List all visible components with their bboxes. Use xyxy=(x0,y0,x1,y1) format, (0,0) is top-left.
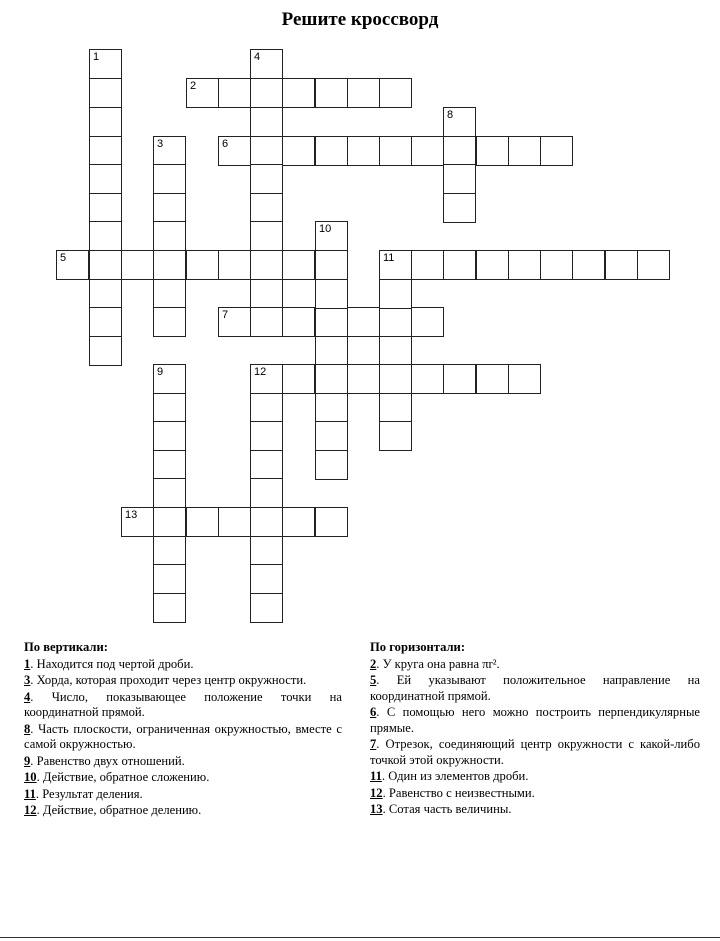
crossword-cell[interactable] xyxy=(411,136,444,166)
clue-text: . Ей указывают положительное направление на координатной прямой. xyxy=(370,673,700,703)
crossword-cell[interactable] xyxy=(250,393,283,423)
clue-text: . Число, показывающее положение точки на координатной прямой. xyxy=(24,689,342,719)
crossword-cell[interactable] xyxy=(250,136,283,166)
crossword-cell[interactable] xyxy=(153,193,186,223)
crossword-cell[interactable] xyxy=(315,336,348,366)
clue-number: 4 xyxy=(24,689,31,704)
clue-number: 12 xyxy=(370,785,383,800)
crossword-cell[interactable] xyxy=(315,250,348,280)
clue-number: 12 xyxy=(24,803,37,817)
crossword-cell[interactable] xyxy=(89,336,122,366)
clue-across-5 xyxy=(370,673,700,704)
clue-text: . Равенство с неизвестными. xyxy=(382,785,535,800)
cell-number: 13 xyxy=(125,509,138,521)
clue-number: 9 xyxy=(24,753,31,768)
crossword-cell[interactable] xyxy=(282,307,315,337)
clue-down-4 xyxy=(24,690,342,721)
crossword-cell[interactable] xyxy=(411,307,444,337)
crossword-cell[interactable] xyxy=(250,507,283,537)
clue-across-11 xyxy=(370,769,700,785)
clue-down-12 xyxy=(24,803,342,819)
cell-number: 3 xyxy=(157,138,164,150)
crossword-cell[interactable] xyxy=(443,107,476,137)
crossword-cell[interactable] xyxy=(89,136,122,166)
clue-number: 1 xyxy=(24,656,31,671)
cell-number: 11 xyxy=(383,252,395,264)
clue-text: . Хорда, которая проходит через центр окружности. xyxy=(30,673,307,687)
clue-number: 6 xyxy=(370,705,377,719)
crossword-cell[interactable] xyxy=(250,364,283,394)
clues-down-heading: По вертикали: xyxy=(24,640,108,654)
crossword-cell[interactable] xyxy=(379,393,412,423)
crossword-cell[interactable] xyxy=(89,193,122,223)
page-title: Решите кроссворд xyxy=(281,9,439,30)
crossword-cell[interactable] xyxy=(250,279,283,309)
crossword-cell[interactable] xyxy=(315,221,348,251)
crossword-cell[interactable] xyxy=(250,478,283,508)
crossword-cell[interactable] xyxy=(250,593,283,623)
crossword-cell[interactable] xyxy=(282,250,315,280)
crossword-cell[interactable] xyxy=(315,279,348,309)
clues-down xyxy=(24,640,342,820)
cell-number: 12 xyxy=(254,366,267,378)
clue-across-6 xyxy=(370,705,700,736)
clue-text: . Находится под чертой дроби. xyxy=(30,656,194,671)
clue-number: 2 xyxy=(370,656,377,671)
clue-down-1 xyxy=(24,657,342,673)
clue-down-8 xyxy=(24,722,342,753)
crossword-cell[interactable] xyxy=(89,279,122,309)
cell-number: 8 xyxy=(447,109,454,121)
clue-number: 10 xyxy=(24,770,37,784)
crossword-cell[interactable] xyxy=(476,136,509,166)
crossword-cell[interactable] xyxy=(250,564,283,594)
crossword-cell[interactable] xyxy=(637,250,670,280)
crossword-cell[interactable] xyxy=(315,364,348,394)
crossword-cell[interactable] xyxy=(153,221,186,251)
clue-text: . Действие, обратное делению. xyxy=(36,803,202,817)
crossword-cell[interactable] xyxy=(153,507,186,537)
crossword-cell[interactable] xyxy=(153,136,186,166)
clue-text: . Действие, обратное сложению. xyxy=(36,770,210,784)
crossword-cell[interactable] xyxy=(443,364,476,394)
cell-number: 5 xyxy=(60,252,67,264)
crossword-cell[interactable] xyxy=(89,49,122,79)
crossword-cell[interactable] xyxy=(89,164,122,194)
crossword-cell[interactable] xyxy=(218,507,251,537)
clue-across-12 xyxy=(370,786,700,802)
bottom-rule xyxy=(0,937,720,938)
clue-number: 3 xyxy=(24,673,31,687)
crossword-cell[interactable] xyxy=(250,450,283,480)
crossword-cell[interactable] xyxy=(121,507,154,537)
crossword-cell[interactable] xyxy=(250,221,283,251)
clue-number: 11 xyxy=(370,769,382,783)
crossword-cell[interactable] xyxy=(476,250,509,280)
crossword-cell[interactable] xyxy=(153,279,186,309)
crossword-cell[interactable] xyxy=(379,307,412,337)
crossword-cell[interactable] xyxy=(605,250,638,280)
crossword-cell[interactable] xyxy=(153,593,186,623)
crossword-cell[interactable] xyxy=(476,364,509,394)
crossword-cell[interactable] xyxy=(153,164,186,194)
crossword-cell[interactable] xyxy=(443,164,476,194)
crossword-cell[interactable] xyxy=(508,250,541,280)
crossword-cell[interactable] xyxy=(347,307,380,337)
crossword-cell[interactable] xyxy=(153,564,186,594)
clue-number: 13 xyxy=(370,802,383,816)
crossword-cell[interactable] xyxy=(379,250,412,280)
crossword-cell[interactable] xyxy=(443,250,476,280)
crossword-cell[interactable] xyxy=(250,307,283,337)
crossword-cell[interactable] xyxy=(89,307,122,337)
crossword-cell[interactable] xyxy=(443,136,476,166)
clue-down-11 xyxy=(24,787,342,803)
cell-number: 7 xyxy=(222,309,229,321)
clue-number: 5 xyxy=(370,673,377,687)
crossword-cell[interactable] xyxy=(89,250,122,280)
crossword-cell[interactable] xyxy=(153,478,186,508)
crossword-cell[interactable] xyxy=(282,136,315,166)
crossword-cell[interactable] xyxy=(379,336,412,366)
crossword-cell[interactable] xyxy=(186,507,219,537)
cell-number: 4 xyxy=(254,51,261,63)
crossword-cell[interactable] xyxy=(250,193,283,223)
cell-number: 1 xyxy=(93,51,100,63)
cell-number: 10 xyxy=(319,223,332,235)
crossword-cell[interactable] xyxy=(218,307,251,337)
crossword-cell[interactable] xyxy=(315,393,348,423)
crossword-cell[interactable] xyxy=(508,136,541,166)
clue-text: . Один из элементов дроби. xyxy=(381,769,529,783)
crossword-cell[interactable] xyxy=(89,78,122,108)
crossword-cell[interactable] xyxy=(250,250,283,280)
crossword-cell[interactable] xyxy=(153,250,186,280)
crossword-cell[interactable] xyxy=(153,450,186,480)
clue-down-3 xyxy=(24,673,342,689)
clues-across xyxy=(370,640,700,819)
crossword-cell[interactable] xyxy=(379,279,412,309)
clue-down-9 xyxy=(24,754,342,770)
clue-text: . Часть плоскости, ограниченная окружностью, вместе с самой окружностью. xyxy=(24,721,342,751)
crossword-cell[interactable] xyxy=(379,78,412,108)
crossword-cell[interactable] xyxy=(89,221,122,251)
crossword-cell[interactable] xyxy=(282,78,315,108)
crossword-cell[interactable] xyxy=(218,136,251,166)
crossword-cell[interactable] xyxy=(315,450,348,480)
cell-number: 2 xyxy=(190,80,197,92)
clue-text: . Результат деления. xyxy=(35,786,143,801)
crossword-cell[interactable] xyxy=(153,393,186,423)
clue-down-10 xyxy=(24,770,342,786)
crossword-cell[interactable] xyxy=(186,78,219,108)
clue-text: . Отрезок, соединяющий центр окружности с какой-либо точкой этой окружности. xyxy=(370,737,700,767)
clue-number: 7 xyxy=(370,737,377,751)
crossword-cell[interactable] xyxy=(315,136,348,166)
clue-text: . Сотая часть величины. xyxy=(382,802,512,816)
crossword-cell[interactable] xyxy=(379,364,412,394)
clue-number: 11 xyxy=(24,786,36,801)
clue-text: . Равенство двух отношений. xyxy=(30,753,185,768)
crossword-cell[interactable] xyxy=(315,78,348,108)
crossword-cell[interactable] xyxy=(315,421,348,451)
clue-text: . С помощью него можно построить перпендикулярные прямые. xyxy=(370,705,700,735)
crossword-cell[interactable] xyxy=(379,421,412,451)
crossword-cell[interactable] xyxy=(250,49,283,79)
clue-number: 8 xyxy=(24,721,31,736)
crossword-cell[interactable] xyxy=(282,507,315,537)
crossword-cell[interactable] xyxy=(411,364,444,394)
crossword-cell[interactable] xyxy=(347,364,380,394)
crossword-cell[interactable] xyxy=(282,364,315,394)
crossword-cell[interactable] xyxy=(153,307,186,337)
clue-text: . У круга она равна πr². xyxy=(376,656,500,671)
crossword-cell[interactable] xyxy=(347,78,380,108)
crossword-cell[interactable] xyxy=(347,136,380,166)
crossword-cell[interactable] xyxy=(218,250,251,280)
clue-across-2 xyxy=(370,657,700,673)
crossword-cell[interactable] xyxy=(218,78,251,108)
clues-across-heading: По горизонтали: xyxy=(370,640,466,654)
crossword-cell[interactable] xyxy=(153,536,186,566)
crossword-cell[interactable] xyxy=(315,507,348,537)
crossword-cell[interactable] xyxy=(153,421,186,451)
crossword-cell[interactable] xyxy=(379,136,412,166)
crossword-cell[interactable] xyxy=(443,193,476,223)
crossword-cell[interactable] xyxy=(250,78,283,108)
crossword-cell[interactable] xyxy=(540,136,573,166)
clue-across-13 xyxy=(370,802,700,818)
crossword-cell[interactable] xyxy=(89,107,122,137)
clue-across-7 xyxy=(370,737,700,768)
crossword-cell[interactable] xyxy=(250,164,283,194)
crossword-cell[interactable] xyxy=(250,536,283,566)
crossword-cell[interactable] xyxy=(250,421,283,451)
crossword-cell[interactable] xyxy=(186,250,219,280)
cell-number: 6 xyxy=(222,138,229,150)
crossword-cell[interactable] xyxy=(153,364,186,394)
crossword-cell[interactable] xyxy=(572,250,605,280)
crossword-cell[interactable] xyxy=(56,250,89,280)
crossword-cell[interactable] xyxy=(411,250,444,280)
cell-number: 9 xyxy=(157,366,164,378)
crossword-cell[interactable] xyxy=(250,107,283,137)
crossword-cell[interactable] xyxy=(121,250,154,280)
crossword-cell[interactable] xyxy=(315,307,348,337)
crossword-cell[interactable] xyxy=(540,250,573,280)
crossword-cell[interactable] xyxy=(508,364,541,394)
